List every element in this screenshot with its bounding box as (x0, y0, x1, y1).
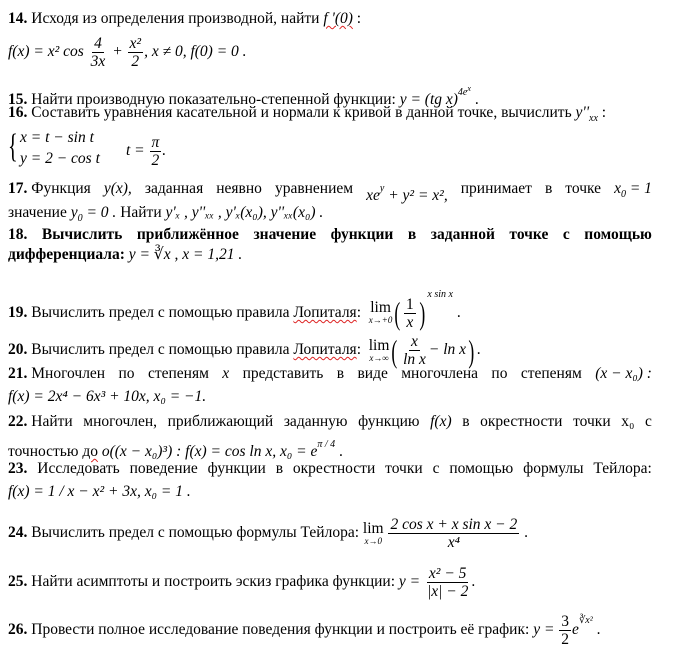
problem-17: 17. Функция y(x), заданная неявно уравнением $xe^y + y^2 = x^2$, принимает в точке $x_0 = 1$ (8, 180, 652, 204)
problem-18-line-2: дифференциала: y = ∛x , x = 1,21 . (8, 246, 243, 263)
problem-19: 19. Вычислить предел с помощью правила Лопиталя: lim x→+0 ( $\frac{1}{x}$ )$^{x sin x}$ . (8, 289, 461, 332)
limit: lim x→∞ (368, 336, 390, 363)
problem-20: 20. Вычислить предел с помощью правила Лопиталя: lim x→∞ ( $\frac{x}{\text{ln x}}$ − ln x) . (8, 332, 481, 369)
problem-21-line-2: f(x) = 2x⁴ − 6x³ + 10x, x₀ = −1. (8, 388, 207, 405)
problem-14-formula: f(x) = x² cos $\frac{4}{3x}$ + $\frac{\text{x²}}{2}$ , x ≠ 0, f(0) = 0 . (8, 35, 247, 70)
limit: lim x→+0 (368, 299, 393, 326)
limit: lim x→0 (362, 519, 384, 546)
problem-23: 23. Исследовать поведение функции в окрестности точки с помощью формулы Тейлора: (8, 460, 652, 477)
fraction: $\frac{x}{\text{ln x}}$ (403, 333, 426, 368)
fraction: $\frac{4}{3x}$ (90, 35, 106, 70)
problem-22: 22. Найти многочлен, приближающий заданную функцию f(x) в окрестности точки x₀ с (8, 413, 652, 430)
problem-14: 14. Исходя из определения производной, найти f '(0) : (8, 10, 362, 27)
fraction: $\frac{\text{x²}}{2}$ (129, 35, 142, 70)
fraction: $\frac{3}{2}$ (561, 612, 570, 648)
target-derivative: f '(0) (323, 10, 353, 27)
system-line-1: x = t − sin t (20, 129, 94, 146)
problem-18: 18. Вычислить приближённое значение функции в заданной точке с помощью (8, 226, 652, 243)
problem-26: 26. Провести полное исследование поведения функции и построить её график: y = $\frac{3}{2}$ $e^{∛x^2}$ . (8, 612, 601, 648)
fraction: $\frac{\text{2 cos x + x sin x − 2}}{\text{x⁴}}$ (390, 516, 518, 551)
system-line-2: y = 2 − cos t (20, 150, 100, 167)
problem-22-line-2: точностью до o((x − x₀)³) : f(x) = cos ln x, $x_0 = e^{\pi / 4}$ . (8, 439, 343, 460)
param-value: t = $\frac{\pi}{2}$ . (126, 134, 167, 169)
problem-21: 21. Многочлен по степеням x представить в виде многочлена по степеням (x − x₀) : (8, 365, 652, 382)
problem-17-line-2: значение $y_0 = 0$ . Найти y'ₓ , y''ₓₓ , y'ₓ(x₀), y''ₓₓ(x₀) . (8, 204, 324, 224)
system-brace: { (8, 128, 18, 165)
problem-25: 25. Найти асимптоты и построить эскиз графика функции: y = $\frac{\text{x² − 5}}{|x| - 2}$ . (8, 565, 476, 600)
fraction: $\frac{\pi}{2}$ (151, 134, 160, 169)
fraction: $\frac{\text{x² − 5}}{|x| - 2}$ (426, 565, 469, 600)
problem-23-line-2: f(x) = 1 / x − x² + 3x, x₀ = 1 . (8, 483, 191, 500)
problem-16: 16. Составить уравнения касательной и нормали к кривой в данной точке, вычислить $y''_{xx}$ : (8, 104, 607, 124)
problem-15: 15. Найти производную показательно-степенной функции: y = (tg x)$^{4ex}$ . (8, 84, 479, 108)
problem-24: 24. Вычислить предел с помощью формулы Тейлора: lim x→0 $\frac{\text{2 cos x + x sin x − 2}}{\text{x⁴}}$ . (8, 516, 529, 551)
fraction: $\frac{1}{x}$ (405, 295, 414, 331)
